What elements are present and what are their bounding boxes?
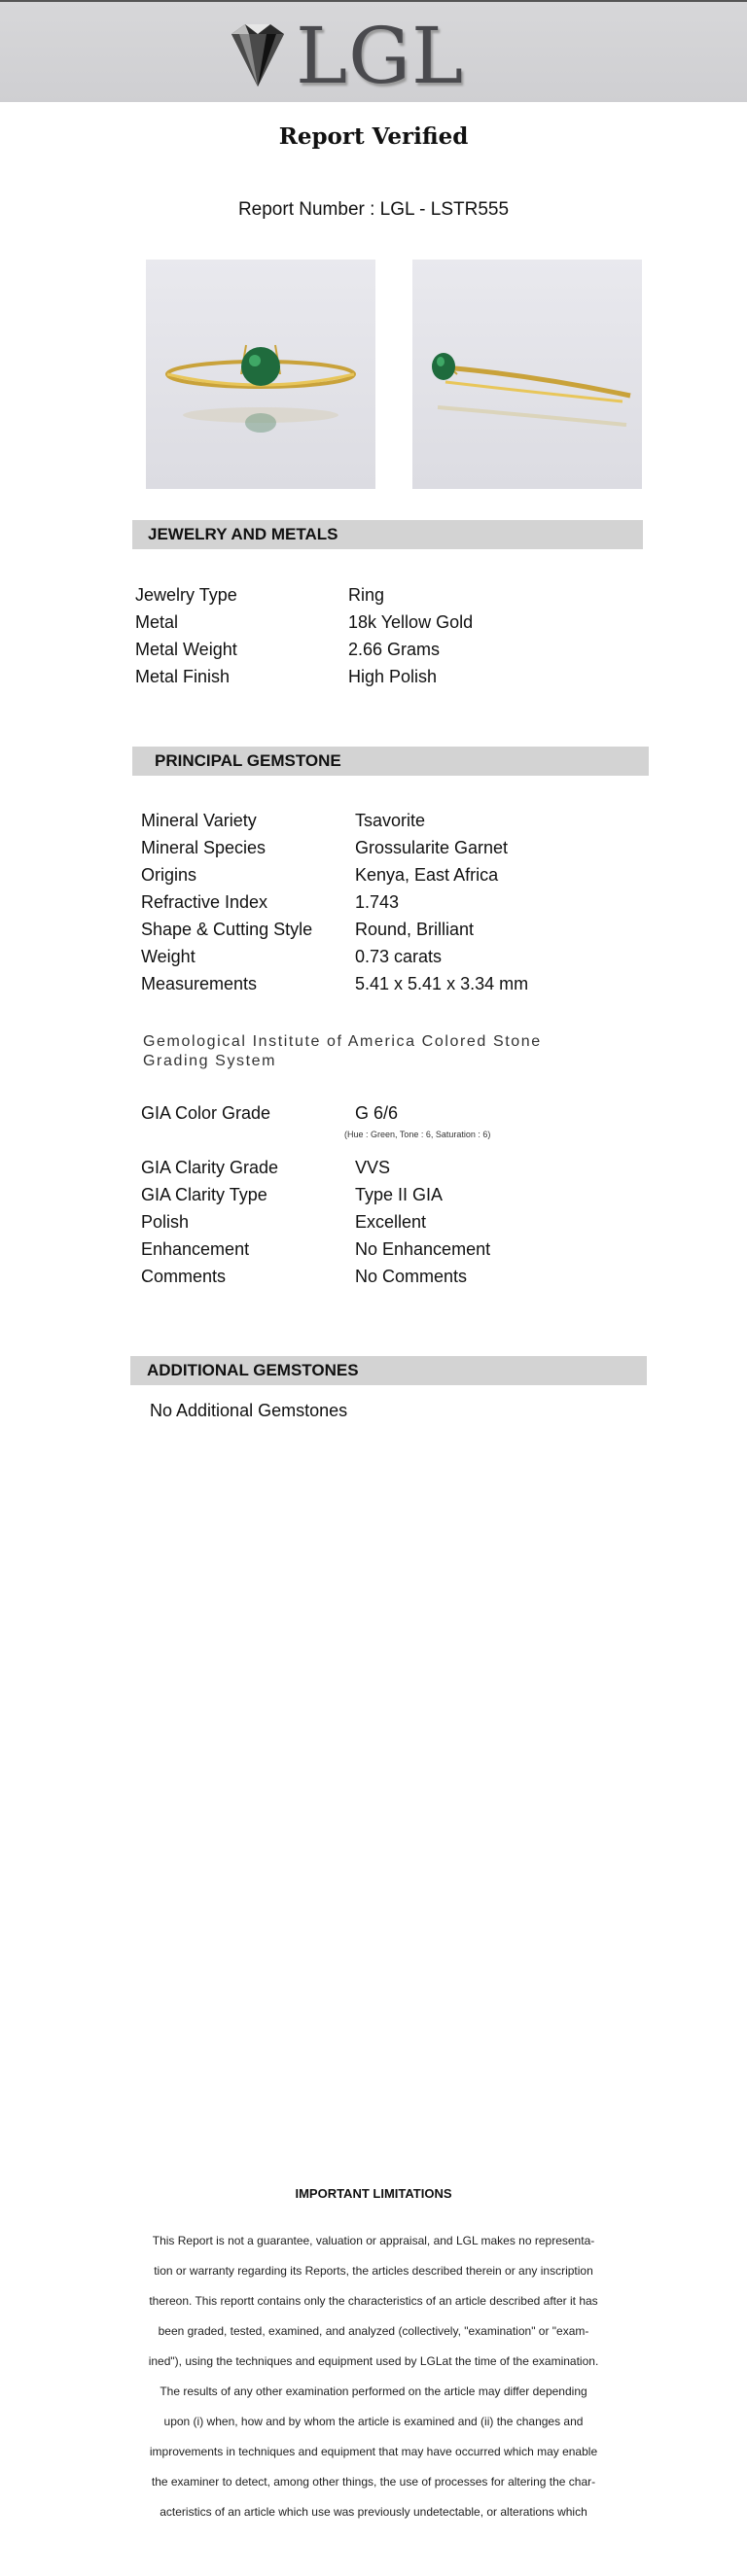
shape-cutting-label: Shape & Cutting Style bbox=[141, 920, 313, 939]
metal-weight-value: 2.66 Grams bbox=[348, 640, 441, 659]
gia-grading-system-note: Gemological Institute of America Colored Stone Grading System bbox=[143, 1033, 542, 1069]
polish-value: Excellent bbox=[355, 1212, 427, 1232]
limitations-line: upon (i) when, how and by whom the article is examined and (ii) the changes and bbox=[163, 2415, 584, 2428]
origins-value: Kenya, East Africa bbox=[355, 865, 499, 885]
refractive-index-value: 1.743 bbox=[355, 892, 400, 912]
principal-gemstone-heading: PRINCIPAL GEMSTONE bbox=[132, 747, 649, 776]
origins-label: Origins bbox=[141, 865, 197, 885]
logo-wordmark: LGL bbox=[296, 11, 465, 101]
additional-gemstones-text: No Additional Gemstones bbox=[150, 1401, 348, 1420]
additional-gemstones-heading: ADDITIONAL GEMSTONES bbox=[130, 1356, 647, 1385]
gia-clarity-type-label: GIA Clarity Type bbox=[141, 1185, 267, 1204]
gia-color-grade-label: GIA Color Grade bbox=[141, 1103, 271, 1123]
gia-color-grade-value: G 6/6 bbox=[355, 1103, 399, 1123]
limitations-line: acteristics of an article which use was previously undetectable, or alterations which bbox=[160, 2505, 587, 2519]
limitations-line: the examiner to detect, among other things, the use of processes for altering the char- bbox=[151, 2475, 596, 2489]
page-title: Report Verified bbox=[278, 123, 469, 150]
weight-label: Weight bbox=[141, 947, 196, 966]
mineral-species-value: Grossularite Garnet bbox=[355, 838, 509, 857]
metal-value: 18k Yellow Gold bbox=[348, 612, 474, 632]
mineral-variety-label: Mineral Variety bbox=[141, 811, 257, 830]
ring-photo-front bbox=[146, 260, 375, 489]
metal-label: Metal bbox=[135, 612, 179, 632]
limitations-body bbox=[99, 2226, 648, 2527]
refractive-index-label: Refractive Index bbox=[141, 892, 268, 912]
limitations-line: This Report is not a guarantee, valuation or appraisal, and LGL makes no representa- bbox=[152, 2234, 595, 2247]
lgl-logo bbox=[226, 11, 465, 101]
metal-weight-label: Metal Weight bbox=[135, 640, 237, 659]
gia-clarity-grade-value: VVS bbox=[355, 1158, 391, 1177]
comments-label: Comments bbox=[141, 1267, 227, 1286]
header-banner bbox=[0, 0, 747, 102]
metal-finish-value: High Polish bbox=[348, 667, 438, 686]
limitations-line: tion or warranty regarding its Reports, the articles described therein or any inscription bbox=[154, 2264, 593, 2278]
ring-front-illustration bbox=[146, 260, 375, 489]
limitations-line: ined"), using the techniques and equipment used by LGLat the time of the examination. bbox=[148, 2354, 599, 2368]
limitations-line: been graded, tested, examined, and analyzed (collectively, "examination" or "exam- bbox=[158, 2324, 589, 2338]
color-grade-detail: (Hue : Green, Tone : 6, Saturation : 6) bbox=[344, 1130, 491, 1139]
metal-finish-label: Metal Finish bbox=[135, 667, 231, 686]
polish-label: Polish bbox=[141, 1212, 190, 1232]
limitations-line: improvements in techniques and equipment that may have occurred which may enable bbox=[149, 2445, 598, 2458]
gia-clarity-grade-label: GIA Clarity Grade bbox=[141, 1158, 279, 1177]
comments-value: No Comments bbox=[355, 1267, 468, 1286]
limitations-line: The results of any other examination performed on the article may differ depending bbox=[160, 2385, 587, 2398]
limitations-line: thereon. This reportt contains only the characteristics of an article described after it has bbox=[149, 2294, 598, 2308]
jewelry-type-value: Ring bbox=[348, 585, 385, 605]
ring-photo-side bbox=[412, 260, 642, 489]
enhancement-value: No Enhancement bbox=[355, 1239, 491, 1259]
measurements-value: 5.41 x 5.41 x 3.34 mm bbox=[355, 974, 529, 993]
diamond-logo-icon bbox=[226, 22, 290, 90]
weight-value: 0.73 carats bbox=[355, 947, 443, 966]
gia-clarity-type-value: Type II GIA bbox=[355, 1185, 444, 1204]
report-number: Report Number : LGL - LSTR555 bbox=[237, 199, 510, 220]
measurements-label: Measurements bbox=[141, 974, 258, 993]
ring-side-illustration bbox=[412, 260, 642, 489]
enhancement-label: Enhancement bbox=[141, 1239, 250, 1259]
limitations-title: IMPORTANT LIMITATIONS bbox=[295, 2186, 452, 2201]
mineral-species-label: Mineral Species bbox=[141, 838, 267, 857]
shape-cutting-value: Round, Brilliant bbox=[355, 920, 475, 939]
mineral-variety-value: Tsavorite bbox=[355, 811, 426, 830]
jewelry-metals-heading: JEWELRY AND METALS bbox=[132, 520, 643, 549]
jewelry-type-label: Jewelry Type bbox=[135, 585, 237, 605]
